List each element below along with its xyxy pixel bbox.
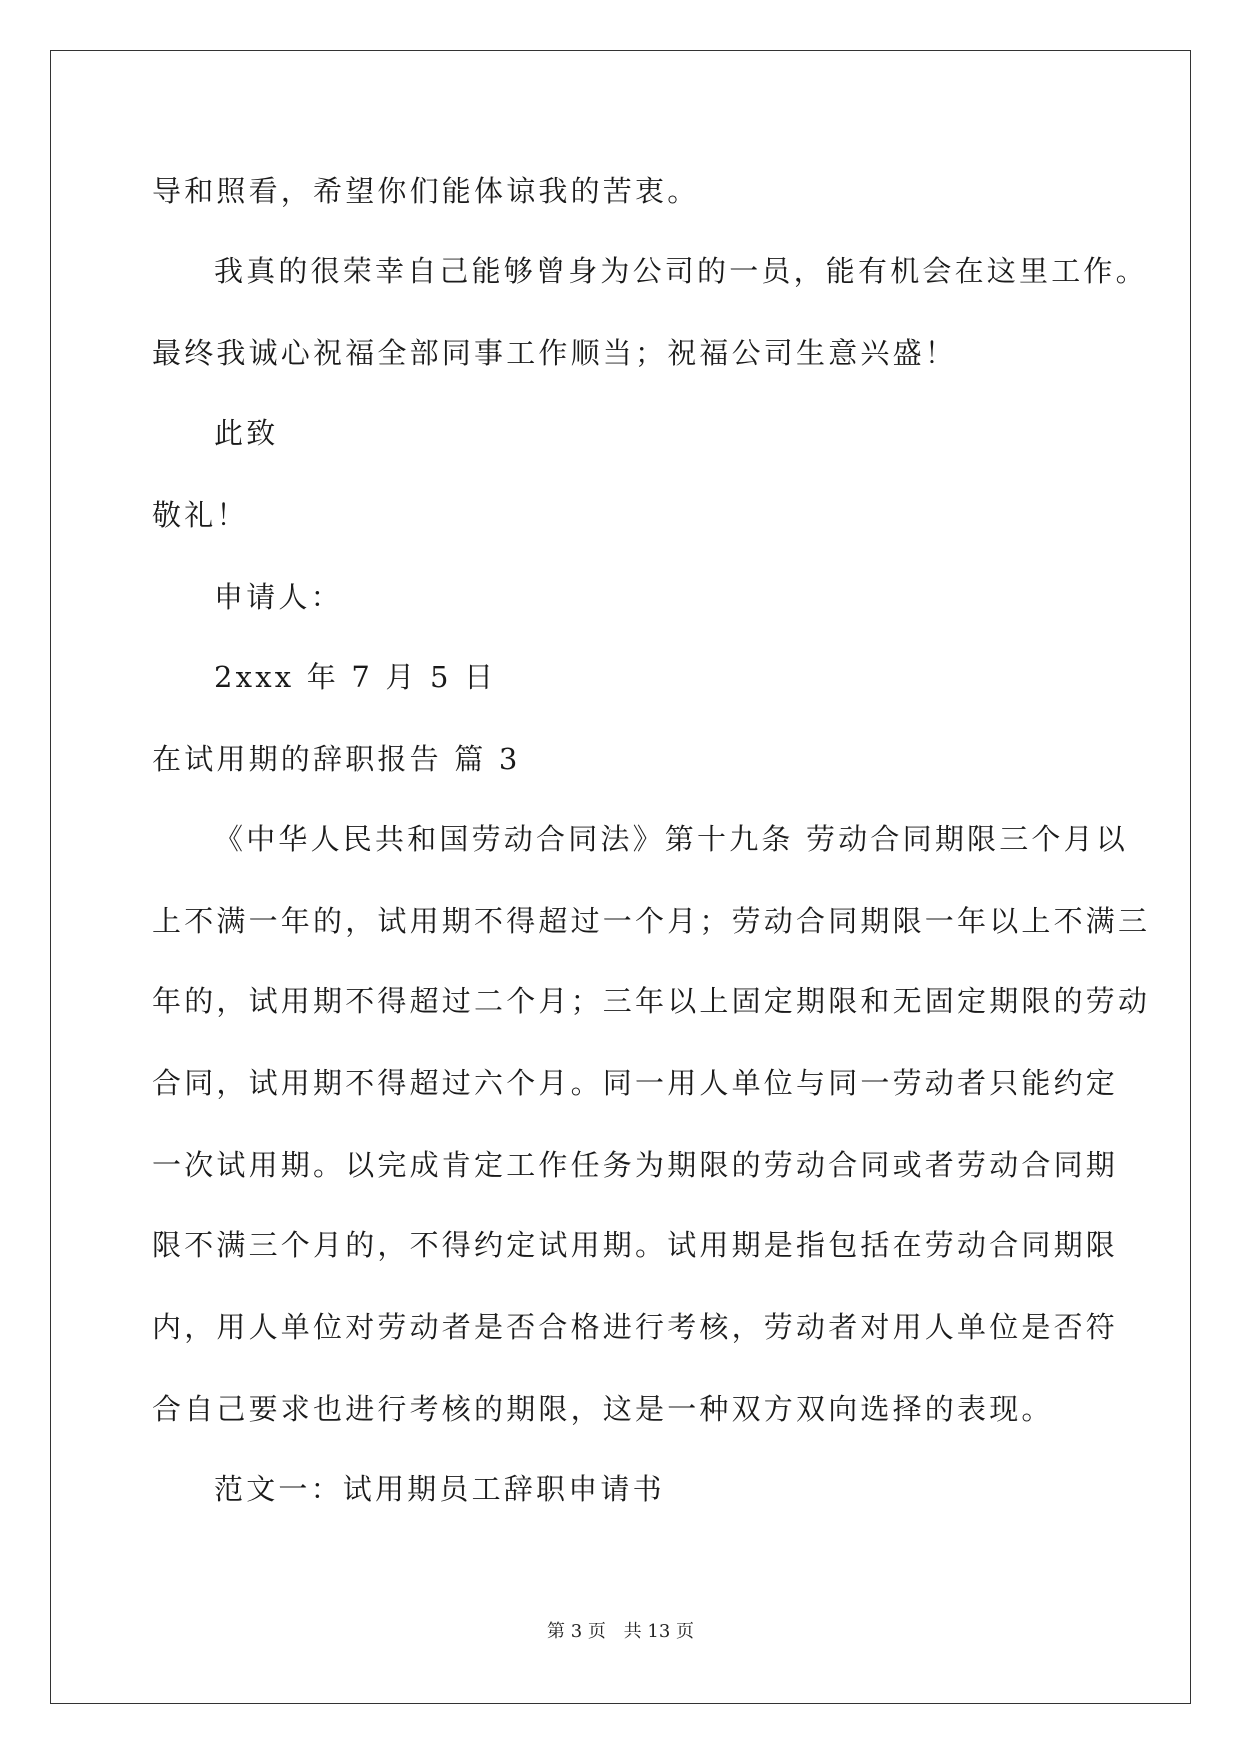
page-footer <box>0 1620 1241 1644</box>
body-line-2: 我真的很荣幸自己能够曾身为公司的一员，能有机会在这里工作。 <box>214 254 1148 288</box>
body-line-1: 导和照看，希望你们能体谅我的苦衷。 <box>152 174 700 208</box>
applicant-label: 申请人： <box>214 580 343 614</box>
section-heading: 在试用期的辞职报告 篇 3 <box>152 742 521 776</box>
law-line-2: 上不满一年的，试用期不得超过一个月；劳动合同期限一年以上不满三 <box>152 904 1151 938</box>
closing-salutation: 此致 <box>214 416 279 450</box>
closing-regards: 敬礼！ <box>152 498 249 532</box>
law-line-1: 《中华人民共和国劳动合同法》第十九条 劳动合同期限三个月以 <box>214 822 1129 856</box>
law-line-5: 一次试用期。以完成肯定工作任务为期限的劳动合同或者劳动合同期 <box>152 1148 1119 1182</box>
law-line-3: 年的，试用期不得超过二个月；三年以上固定期限和无固定期限的劳动 <box>152 984 1151 1018</box>
page-total: 共 13 页 <box>623 1621 694 1642</box>
sample-heading: 范文一：试用期员工辞职申请书 <box>214 1472 665 1506</box>
page-border <box>50 50 1191 1704</box>
law-line-7: 内，用人单位对劳动者是否合格进行考核，劳动者对用人单位是否符 <box>152 1310 1119 1344</box>
date-line: 2xxx 年 7 月 5 日 <box>214 660 497 694</box>
body-line-3: 最终我诚心祝福全部同事工作顺当；祝福公司生意兴盛！ <box>152 336 958 370</box>
law-line-8: 合自己要求也进行考核的期限，这是一种双方双向选择的表现。 <box>152 1392 1054 1426</box>
page-number: 第 3 页 <box>547 1621 606 1642</box>
law-line-6: 限不满三个月的，不得约定试用期。试用期是指包括在劳动合同期限 <box>152 1228 1119 1262</box>
law-line-4: 合同，试用期不得超过六个月。同一用人单位与同一劳动者只能约定 <box>152 1066 1119 1100</box>
